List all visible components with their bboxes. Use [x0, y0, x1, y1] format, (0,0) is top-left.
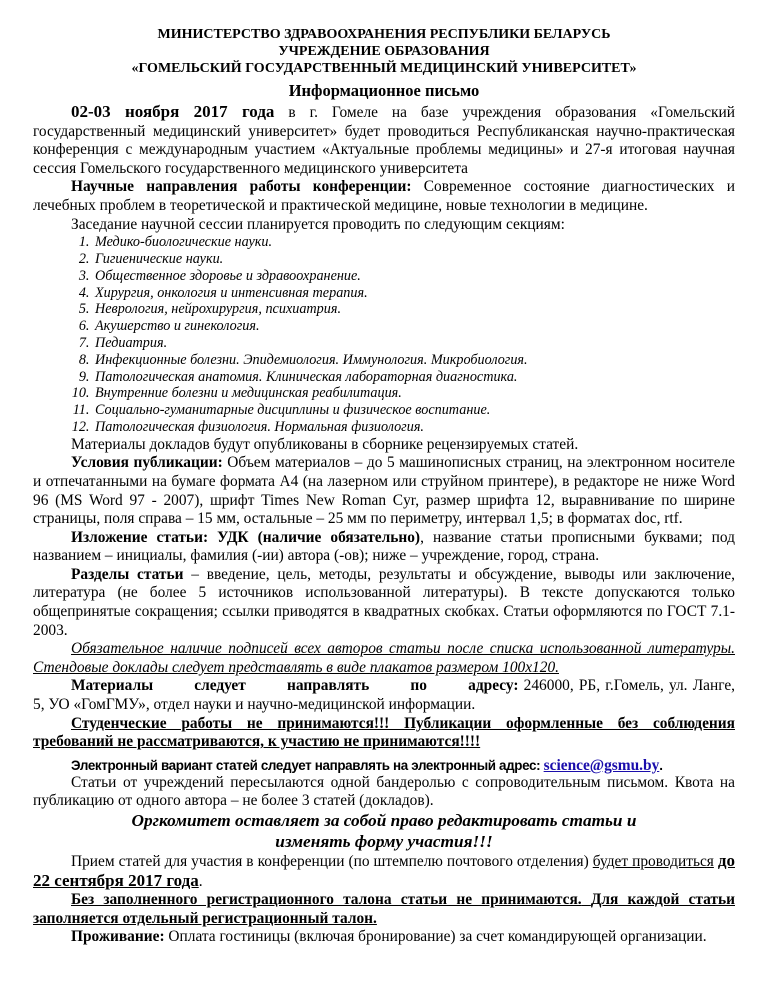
layout-rule-paragraph — [33, 529, 735, 566]
institution-type: УЧРЕЖДЕНИЕ ОБРАЗОВАНИЯ — [278, 44, 490, 59]
section-item: 3. Общественное здоровье и здравоохранение. — [93, 268, 735, 285]
section-item: 11. Социально-гуманитарные дисциплины и физическое воспитание. — [93, 402, 735, 419]
layout-rule-label: Изложение статьи: УДК (наличие обязательно) — [71, 528, 421, 546]
layout-rule-text: , название статьи прописными буквами; под названием – инициалы, фамилия (-ии) автора (-ов); ниже – учреждение, город, страна. — [33, 528, 735, 565]
address-text: 246000, РБ, г.Гомель, ул. Ланге, 5, УО «ГомГМУ», отдел науки и научно-медицинской информации. — [33, 677, 735, 714]
directions-paragraph — [33, 178, 735, 215]
section-item: 12. Патологическая физиология. Нормальная физиология. — [93, 419, 735, 436]
section-item: 10. Внутренние болезни и медицинская реабилитация. — [93, 385, 735, 402]
directions-text: Современное состояние диагностических и лечебных проблем в теоретической и практической медицине, новые технологии в медицине. — [33, 178, 735, 214]
deadline-text: Прием статей для участия в конференции (по штемпелю почтового отделения) — [71, 853, 593, 870]
deadline-paragraph — [33, 852, 735, 891]
article-sections-text: – введение, цель, методы, результаты и обсуждение, выводы или заключение, литература (не более 5 источников использованной литературы). В тексте допускаются только общепринятые сокращения; ссылки приводятся в квадратных скобках. Статьи оформляются по ГОСТ 7.1-2003. — [33, 565, 736, 639]
article-sections-paragraph — [33, 566, 735, 640]
deadline-date: до 22 сентября 2017 года — [33, 851, 735, 890]
electronic-end: . — [659, 757, 663, 773]
email-link[interactable]: science@gsmu.by — [543, 756, 660, 774]
accommodation-paragraph — [33, 928, 735, 947]
registration-part1: Без заполненного регистрационного талона статьи не принимаются. — [71, 891, 582, 909]
section-item: 8. Инфекционные болезни. Эпидемиология. Иммунология. Микробиология. — [93, 352, 735, 369]
students-warning: Студенческие работы не принимаются!!! Публикации оформленные без соблюдения требований не рассматриваются, к участию не принимаются!!!! — [33, 714, 735, 751]
orgcommittee-line1: Оргкомитет оставляет за собой право редактировать статьи и — [131, 811, 637, 830]
materials-published: Материалы докладов будут опубликованы в сборнике рецензируемых статей. — [71, 435, 579, 453]
mailing-paragraph: Статьи от учреждений пересылаются одной бандеролью с сопроводительным письмом. Квота на публикацию от одного автора – не более 3 статей (докладов). — [33, 773, 735, 810]
section-item: 9. Патологическая анатомия. Клиническая лабораторная диагностика. — [93, 369, 735, 386]
registration-part2: Для каждой статьи заполняется отдельный регистрационный талон. — [33, 891, 735, 927]
deadline-underlined: будет проводиться — [592, 853, 714, 870]
address-label: Материалы следует направлять по адресу: — [71, 677, 519, 695]
header — [33, 26, 735, 77]
section-item: 6. Акушерство и гинекология. — [93, 318, 735, 335]
intro-paragraph — [33, 103, 735, 178]
sections-intro: Заседание научной сессии планируется проводить по следующим секциям: — [71, 215, 565, 233]
ministry-name: МИНИСТЕРСТВО ЗДРАВООХРАНЕНИЯ РЕСПУБЛИКИ БЕЛАРУСЬ — [157, 27, 611, 42]
address-paragraph — [33, 677, 735, 714]
deadline-end: . — [198, 872, 203, 890]
conference-date: 02-03 ноября 2017 года — [71, 102, 275, 121]
accommodation-label: Проживание: — [71, 928, 165, 946]
document-title: Информационное письмо — [288, 81, 480, 100]
section-item: 1. Медико-биологические науки. — [93, 234, 735, 251]
intro-text: в г. Гомеле на базе учреждения образования «Гомельский государственный медицинский университет» будет проводиться Республиканская научно-практическая конференция с международным участием «Актуальные проблемы медицины» и 27-я итоговая научная сессия Гомельского государственного медицинского университета — [33, 104, 735, 177]
registration-paragraph — [33, 891, 735, 928]
section-item: 5. Неврология, нейрохирургия, психиатрия. — [93, 301, 735, 318]
conditions-label: Условия публикации: — [71, 454, 223, 472]
orgcommittee-notice — [33, 811, 735, 852]
sections-list — [33, 234, 735, 436]
conditions-paragraph — [33, 454, 735, 528]
section-item: 4. Хирургия, онкология и интенсивная терапия. — [93, 285, 735, 302]
conditions-text: Объем материалов – до 5 машинописных страниц, на электронном носителе и отпечатанными на бумаге формата А4 (на лазерном или струйном принтере), в редакторе не ниже Word 96 (MS Word 97 - 2007), шрифт Times New Roman Cyr, размер шрифта 12, выравнивание по ширине страницы, поля справа – 15 мм, остальные – 25 мм по периметру, интервал 1,5; в форматах doc, rtf. — [33, 454, 735, 528]
section-item: 7. Педиатрия. — [93, 335, 735, 352]
signatures-note: Обязательное наличие подписей всех авторов статьи после списка использованной литературы. Стендовые доклады следует представлять в виде плакатов размером 100х120. — [33, 640, 735, 676]
electronic-text: Электронный вариант статей следует направлять на электронный адрес: — [71, 757, 544, 773]
university-name: «ГОМЕЛЬСКИЙ ГОСУДАРСТВЕННЫЙ МЕДИЦИНСКИЙ УНИВЕРСИТЕТ» — [131, 61, 637, 76]
section-item: 2. Гигиенические науки. — [93, 251, 735, 268]
electronic-submission — [33, 757, 735, 774]
accommodation-text: Оплата гостиницы (включая бронирование) за счет командирующей организации. — [164, 928, 707, 946]
directions-label: Научные направления работы конференции: — [71, 178, 412, 196]
article-sections-label: Разделы статьи — [71, 565, 184, 583]
orgcommittee-line2: изменять форму участия!!! — [275, 831, 493, 851]
